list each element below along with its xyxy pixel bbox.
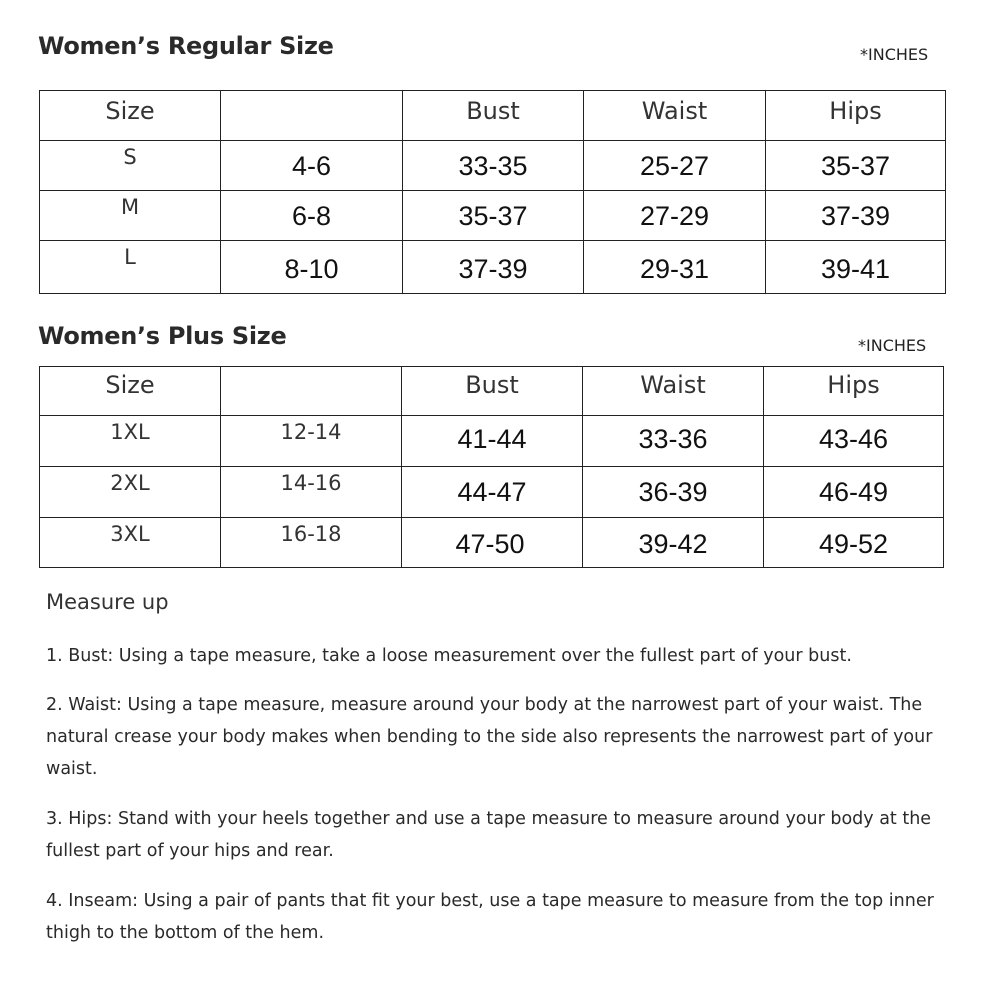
header-waist: Waist (640, 371, 706, 399)
bust-value: 44-47 (457, 477, 527, 507)
hips-value: 43-46 (818, 424, 889, 454)
us-size-value: 16-18 (280, 522, 342, 546)
waist-value: 27-29 (639, 201, 710, 231)
regular-size-table (39, 90, 946, 294)
instruction-waist: 2. Waist: Using a tape measure, measure around your body at the narrowest part of your waist. The natural crease your body makes when bending to the side also represents the narrowest part of your waist. (46, 695, 933, 779)
us-size-value: 14-16 (280, 471, 342, 495)
bust-value: 35-37 (458, 201, 528, 231)
instruction-bust: 1. Bust: Using a tape measure, take a loose measurement over the fullest part of your bust. (46, 646, 852, 666)
size-label: S (123, 145, 137, 169)
header-size: Size (105, 371, 155, 399)
hips-value: 49-52 (818, 529, 889, 559)
bust-value: 41-44 (457, 424, 527, 454)
regular-size-title: Women’s Regular Size (38, 32, 334, 60)
waist-value: 29-31 (639, 254, 710, 284)
waist-value: 25-27 (639, 151, 710, 181)
hips-value: 37-39 (820, 201, 891, 231)
plus-size-table (39, 366, 944, 568)
header-size: Size (105, 97, 155, 125)
bust-value: 47-50 (455, 529, 525, 559)
header-waist: Waist (641, 97, 708, 125)
header-hips: Hips (829, 97, 882, 125)
bust-value: 37-39 (458, 254, 528, 284)
regular-unit-label: *INCHES (860, 45, 929, 64)
table-row (40, 518, 944, 568)
table-row (40, 241, 946, 294)
us-size-value: 12-14 (280, 420, 342, 444)
header-hips: Hips (827, 371, 880, 399)
hips-value: 46-49 (818, 477, 889, 507)
waist-value: 36-39 (638, 477, 708, 507)
us-size-value: 4-6 (291, 151, 332, 181)
table-row (40, 141, 946, 191)
waist-value: 33-36 (638, 424, 708, 454)
us-size-value: 8-10 (284, 254, 339, 284)
us-size-value: 6-8 (291, 201, 332, 231)
header-bust: Bust (465, 371, 519, 399)
table-header-row (40, 91, 946, 141)
size-label: 3XL (110, 522, 150, 546)
table-header-row (40, 367, 944, 416)
instruction-inseam: 4. Inseam: Using a pair of pants that fit your best, use a tape measure to measure from the top inner thigh to the bottom of the hem. (46, 891, 934, 943)
size-label: 1XL (110, 420, 150, 444)
size-label: L (124, 245, 136, 269)
measure-up-title: Measure up (46, 590, 169, 614)
size-label: 2XL (110, 471, 150, 495)
size-label: M (120, 195, 140, 219)
bust-value: 33-35 (458, 151, 528, 181)
table-row (40, 416, 944, 467)
table-row (40, 191, 946, 241)
waist-value: 39-42 (638, 529, 708, 559)
plus-size-title: Women’s Plus Size (38, 322, 287, 350)
hips-value: 35-37 (820, 151, 891, 181)
hips-value: 39-41 (820, 254, 891, 284)
plus-unit-label: *INCHES (858, 336, 927, 355)
table-row (40, 467, 944, 518)
header-bust: Bust (466, 97, 520, 125)
instruction-hips: 3. Hips: Stand with your heels together and use a tape measure to measure around your body at the fullest part of your hips and rear. (46, 809, 932, 861)
